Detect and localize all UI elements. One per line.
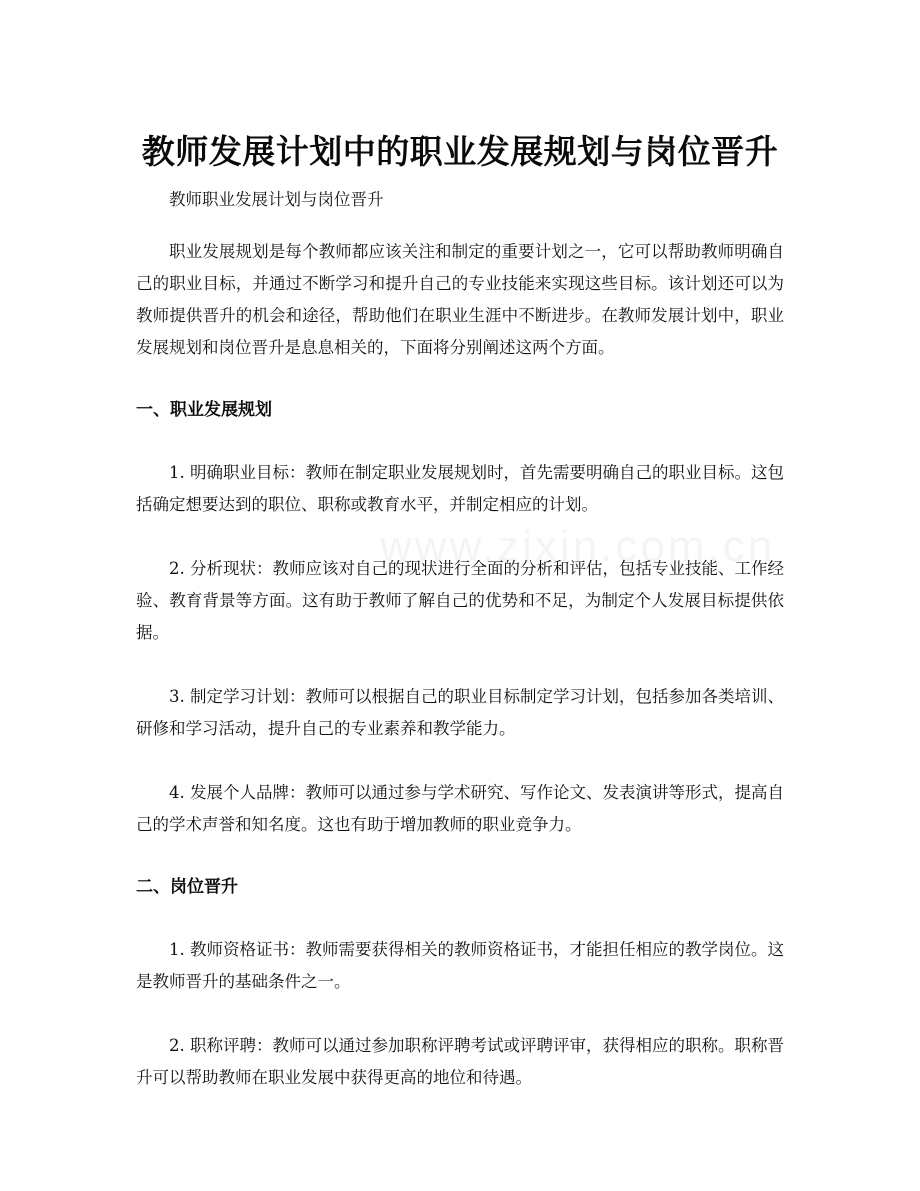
document-subtitle: 教师职业发展计划与岗位晋升 (169, 190, 384, 209)
document-title: 教师发展计划中的职业发展规划与岗位晋升 (141, 132, 779, 172)
intro-paragraph: 职业发展规划是每个教师都应该关注和制定的重要计划之一，它可以帮助教师明确自己的职业目标，并通过不断学习和提升自己的专业技能来实现这些目标。该计划还可以为教师提供晋升的机会和途径，帮助他们在职业生涯中不断进步。在教师发展计划中，职业发展规划和岗位晋升是息息相关的，下面将分别阐述这两个方面。 (136, 242, 784, 357)
list-item: 1. 教师资格证书：教师需要获得相关的教师资格证书，才能担任相应的教学岗位。这是教师晋升的基础条件之一。 (136, 940, 784, 991)
list-item: 4. 发展个人品牌：教师可以通过参与学术研究、写作论文、发表演讲等形式，提高自己的学术声誉和知名度。这也有助于增加教师的职业竞争力。 (136, 783, 784, 834)
section-heading-promotion: 二、岗位晋升 (136, 877, 238, 897)
list-item: 2. 职称评聘：教师可以通过参加职称评聘考试或评聘评审，获得相应的职称。职称晋升可以帮助教师在职业发展中获得更高的地位和待遇。 (136, 1036, 784, 1087)
list-item: 3. 制定学习计划：教师可以根据自己的职业目标制定学习计划，包括参加各类培训、研修和学习活动，提升自己的专业素养和教学能力。 (136, 687, 784, 738)
section-heading-career-planning: 一、职业发展规划 (136, 400, 272, 420)
document-body (136, 184, 784, 1126)
list-item: 1. 明确职业目标：教师在制定职业发展规划时，首先需要明确自己的职业目标。这包括确定想要达到的职位、职称或教育水平，并制定相应的计划。 (136, 463, 784, 514)
list-item: 2. 分析现状：教师应该对自己的现状进行全面的分析和评估，包括专业技能、工作经验、教育背景等方面。这有助于教师了解自己的优势和不足，为制定个人发展目标提供依据。 (136, 559, 784, 642)
